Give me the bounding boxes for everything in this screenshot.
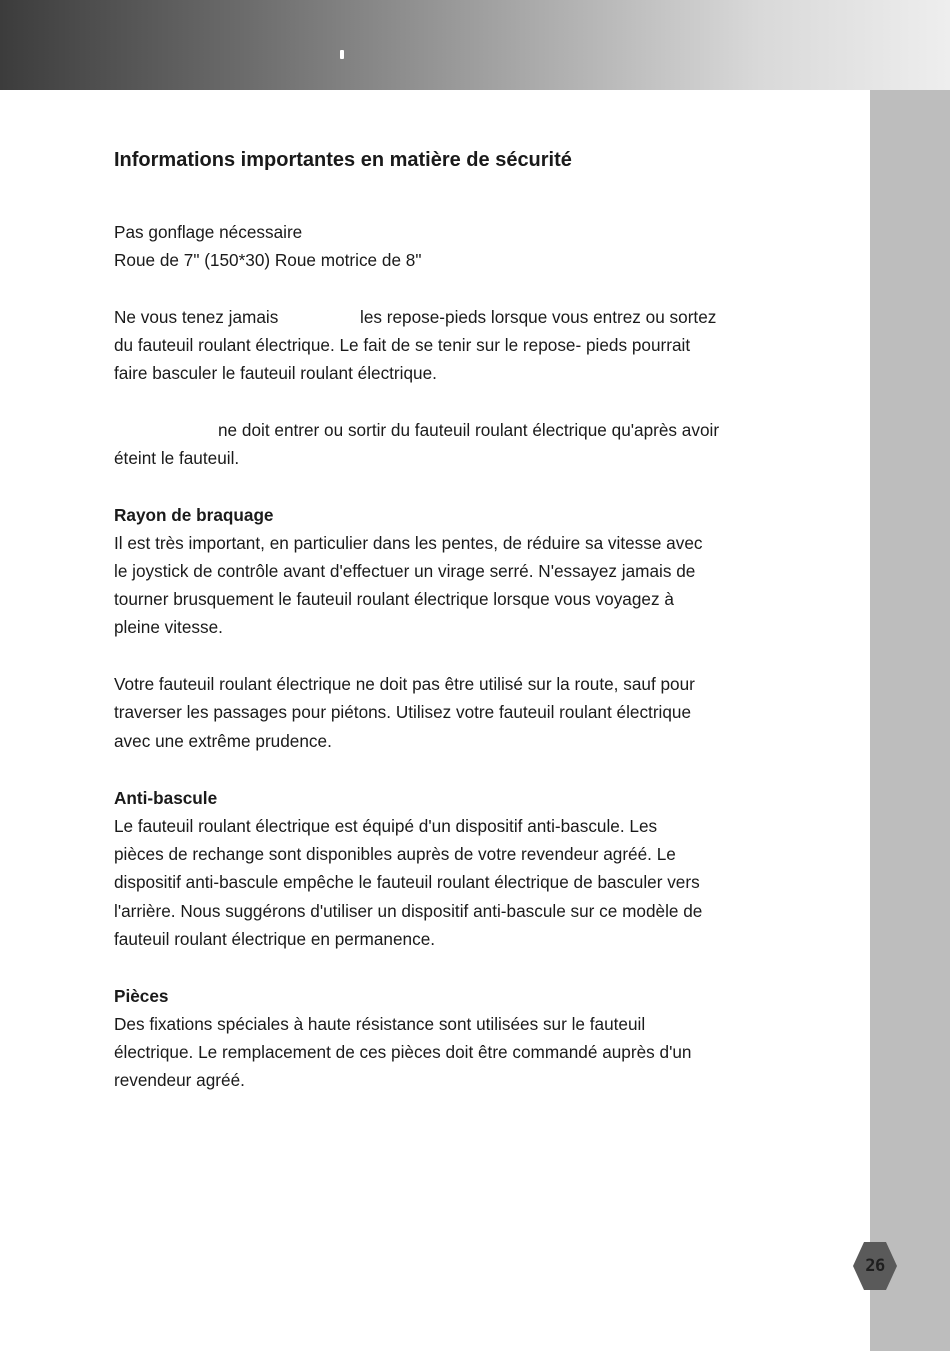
header-band [0, 0, 950, 90]
anti-tip-heading: Anti-bascule [114, 788, 218, 808]
parts-line: revendeur agréé. [114, 1070, 245, 1090]
page-title: Informations importantes en matière de sécurité [114, 149, 572, 171]
page-number-badge [852, 1241, 898, 1291]
road-line: avec une extrême prudence. [114, 731, 332, 751]
anti-tip-line: pièces de rechange sont disponibles auprès de votre revendeur agréé. Le [114, 844, 676, 864]
turning-line: tourner brusquement le fauteuil roulant électrique lorsque vous voyagez à [114, 589, 674, 609]
entry-line-1: ne doit entrer ou sortir du fauteuil roulant électrique qu'après avoir [218, 420, 720, 440]
anti-tip-line: Le fauteuil roulant électrique est équipé d'un dispositif anti-bascule. Les [114, 816, 658, 836]
footrest-line-1b: les repose-pieds lorsque vous entrez ou sortez [360, 307, 717, 327]
entry-line-2: éteint le fauteuil. [114, 448, 240, 468]
footrest-line-1a: Ne vous tenez jamais [114, 307, 279, 327]
side-strip [870, 90, 950, 1351]
parts-line: Des fixations spéciales à haute résistance sont utilisées sur le fauteuil [114, 1014, 646, 1034]
parts-heading: Pièces [114, 986, 169, 1006]
footrest-line-3: faire basculer le fauteuil roulant électrique. [114, 363, 437, 383]
tyre-line-1: Pas gonflage nécessaire [114, 222, 303, 242]
turning-line: le joystick de contrôle avant d'effectuer un virage serré. N'essayez jamais de [114, 561, 696, 581]
road-line: Votre fauteuil roulant électrique ne doit pas être utilisé sur la route, sauf pour [114, 674, 695, 694]
parts-line: électrique. Le remplacement de ces pièces doit être commandé auprès d'un [114, 1042, 692, 1062]
road-line: traverser les passages pour piétons. Utilisez votre fauteuil roulant électrique [114, 702, 692, 722]
tyre-line-2: Roue de 7" (150*30) Roue motrice de 8" [114, 250, 422, 270]
anti-tip-line: dispositif anti-bascule empêche le fauteuil roulant électrique de basculer vers [114, 872, 700, 892]
turning-heading: Rayon de braquage [114, 505, 274, 525]
turning-line: pleine vitesse. [114, 617, 223, 637]
footrest-line-2: du fauteuil roulant électrique. Le fait de se tenir sur le repose- pieds pourrait [114, 335, 691, 355]
anti-tip-line: l'arrière. Nous suggérons d'utiliser un dispositif anti-bascule sur ce modèle de [114, 901, 703, 921]
page-number: 26 [865, 1256, 885, 1276]
header-mark [340, 50, 344, 59]
turning-line: Il est très important, en particulier dans les pentes, de réduire sa vitesse avec [114, 533, 703, 553]
anti-tip-line: fauteuil roulant électrique en permanence. [114, 929, 436, 949]
